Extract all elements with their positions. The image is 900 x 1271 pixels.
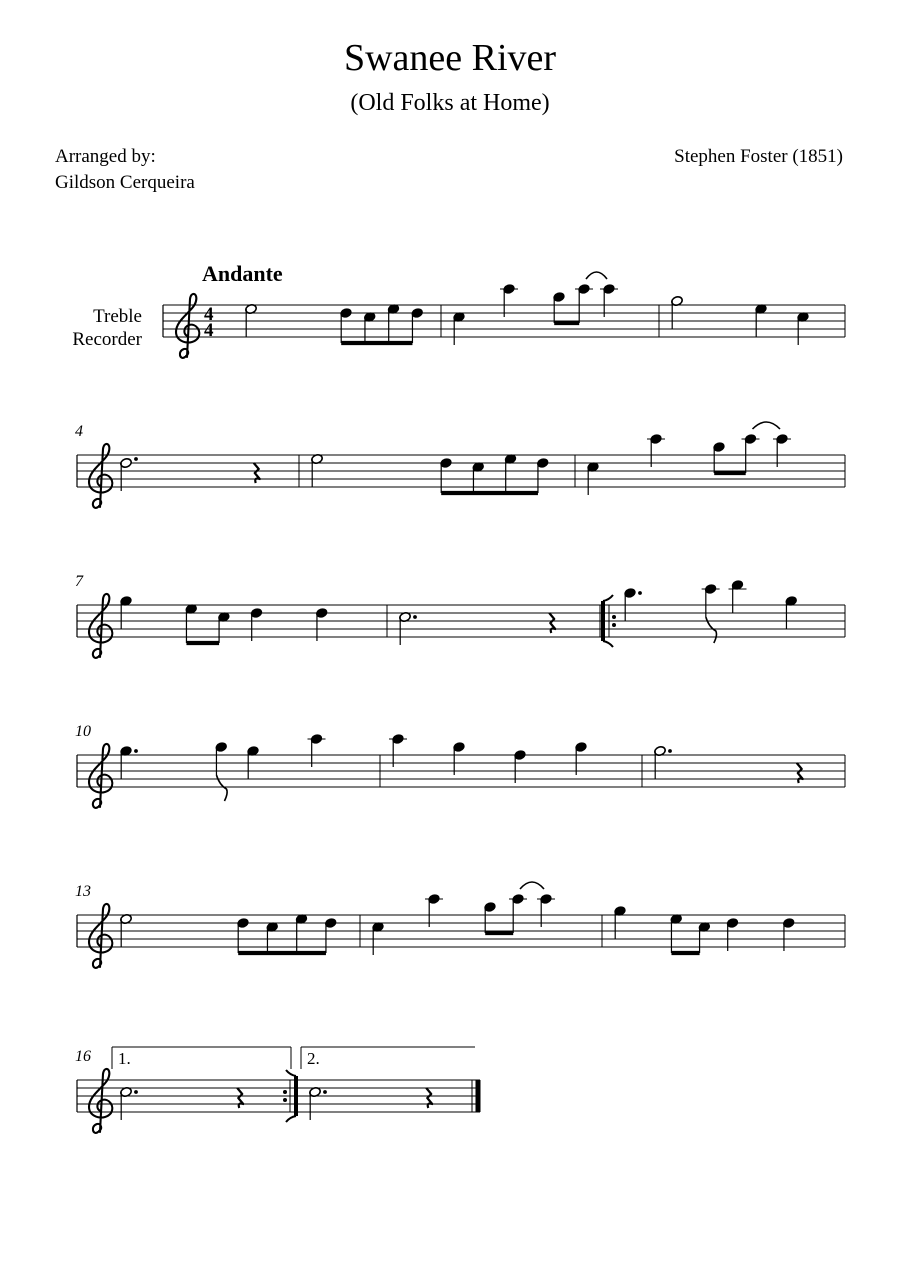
- time-signature-numerator: 4: [204, 304, 214, 325]
- time-signature-denominator: 4: [204, 320, 214, 341]
- treble-clef-icon: [89, 594, 112, 658]
- repeat-bracket: [603, 595, 613, 601]
- repeat-bracket: [603, 641, 613, 647]
- quarter-rest-icon: [549, 613, 555, 633]
- instrument-name-line1: Treble: [93, 306, 142, 327]
- arranger-name: Gildson Cerqueira: [55, 172, 195, 193]
- measure-number: 16: [75, 1048, 91, 1065]
- quarter-rest-icon: [426, 1088, 432, 1108]
- volta-label: 1.: [118, 1049, 131, 1068]
- tempo-marking: Andante: [202, 261, 283, 286]
- tie: [586, 272, 607, 279]
- augmentation-dot: [638, 591, 642, 595]
- repeat-dot: [612, 623, 616, 627]
- treble-clef-icon: [89, 1069, 112, 1133]
- measure-number: 13: [75, 883, 91, 900]
- quarter-rest-icon: [797, 763, 803, 783]
- measure-number: 4: [75, 423, 83, 440]
- augmentation-dot: [413, 615, 417, 619]
- score-subtitle: (Old Folks at Home): [350, 90, 550, 116]
- measure-number: 10: [75, 723, 91, 740]
- augmentation-dot: [134, 749, 138, 753]
- augmentation-dot: [668, 749, 672, 753]
- volta-label: 2.: [307, 1049, 320, 1068]
- quarter-rest-icon: [237, 1088, 243, 1108]
- score-title: Swanee River: [343, 37, 557, 79]
- instrument-name-line2: Recorder: [72, 329, 142, 350]
- treble-clef-icon: [89, 904, 112, 968]
- repeat-dot: [283, 1090, 287, 1094]
- treble-clef-icon: [89, 744, 112, 808]
- quarter-rest-icon: [254, 463, 260, 483]
- measure-number: 7: [75, 573, 83, 590]
- staff-system: [77, 755, 845, 787]
- tie: [520, 882, 544, 889]
- arranger-label: Arranged by:: [55, 146, 156, 167]
- repeat-bracket: [286, 1116, 296, 1122]
- treble-clef-icon: [176, 294, 199, 358]
- composer-credit: Stephen Foster (1851): [674, 146, 843, 167]
- augmentation-dot: [134, 1090, 138, 1094]
- tie: [753, 422, 781, 429]
- repeat-dot: [283, 1098, 287, 1102]
- repeat-bracket: [286, 1070, 296, 1076]
- staff-system: [77, 1080, 480, 1112]
- repeat-dot: [612, 615, 616, 619]
- augmentation-dot: [323, 1090, 327, 1094]
- augmentation-dot: [134, 457, 138, 461]
- treble-clef-icon: [89, 444, 112, 508]
